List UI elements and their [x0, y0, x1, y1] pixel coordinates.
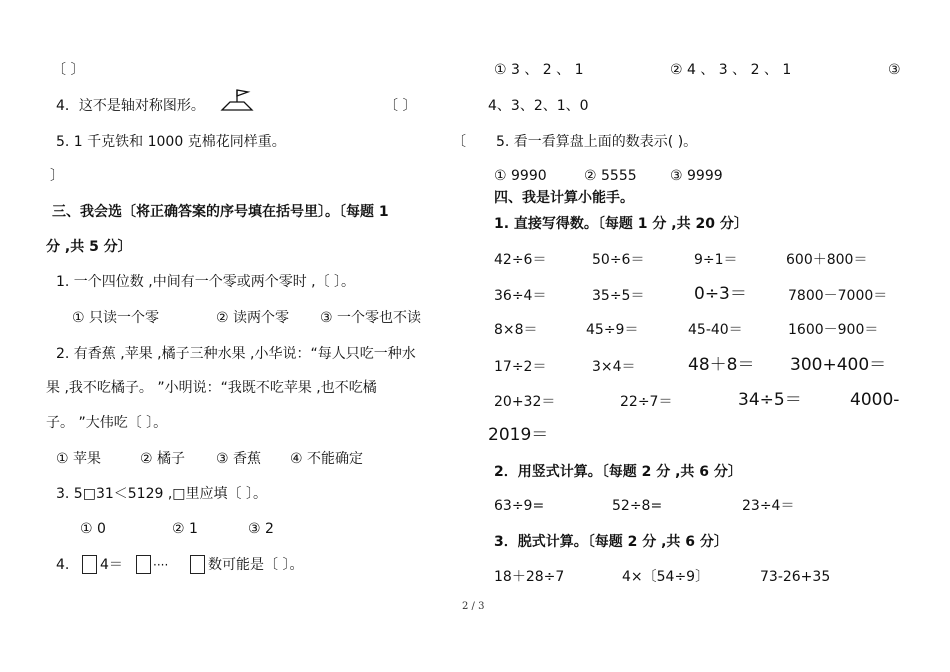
- calc-item: 1600－900＝: [788, 322, 879, 338]
- calc-item: 50÷6＝: [592, 252, 645, 268]
- section-4-title: 四、我是计算小能手。: [494, 190, 634, 206]
- calc-item: 45÷9＝: [586, 322, 639, 338]
- section-3-title-cont: 分 ,共 5 分〕: [46, 239, 132, 255]
- step-calc-item: 18＋28÷7: [494, 569, 565, 585]
- choice-2-option-2[interactable]: ② 橘子: [140, 451, 186, 467]
- choice-3-option-1[interactable]: ① 0: [80, 521, 106, 537]
- vertical-calc-item: 23÷4＝: [742, 498, 795, 514]
- choice-1-option-1[interactable]: ① 只读一个零: [72, 310, 160, 326]
- calc-item: 17÷2＝: [494, 359, 547, 375]
- remainder-dots: ····: [153, 558, 169, 572]
- choice-5-option-1[interactable]: ① 9990: [494, 168, 547, 184]
- calc-item: 36÷4＝: [494, 288, 547, 304]
- calc-item: 45-40＝: [688, 322, 743, 338]
- subsection-3-title: 3．脱式计算。〔每题 2 分 ,共 6 分〕: [494, 534, 728, 550]
- vertical-calc-item: 52÷8=: [612, 498, 663, 514]
- prev-option-1[interactable]: ① 3 、 2 、 1: [494, 62, 584, 78]
- step-calc-item: 4×〔54÷9〕: [622, 569, 710, 585]
- choice-2-line-2: 果 ,我不吃橘子。 ”小明说：“我既不吃苹果 ,也不吃橘: [46, 380, 377, 396]
- choice-2-option-3[interactable]: ③ 香蕉: [216, 451, 262, 467]
- choice-2-line-1: 2. 有香蕉 ,苹果 ,橘子三种水果 ,小华说：“每人只吃一种水: [56, 346, 416, 362]
- calc-item: 22÷7＝: [620, 394, 673, 410]
- calc-item: 600＋800＝: [786, 252, 868, 268]
- calc-item: 0÷3＝: [694, 284, 747, 304]
- prev-option-3[interactable]: ③: [888, 62, 901, 78]
- calc-item: 20+32＝: [494, 394, 556, 410]
- calc-item: 300+400＝: [790, 355, 887, 375]
- choice-1-option-3[interactable]: ③ 一个零也不读: [320, 310, 422, 326]
- calc-item: 48＋8＝: [688, 355, 755, 375]
- calc-item: 9÷1＝: [694, 252, 738, 268]
- calc-item: 42÷6＝: [494, 252, 547, 268]
- question-4-text: 4．这不是轴对称图形。: [56, 98, 205, 114]
- blank-box-1[interactable]: [82, 555, 97, 574]
- calc-item: 4000-: [850, 390, 900, 410]
- blank-box-3[interactable]: [190, 555, 205, 574]
- subsection-1-title: 1. 直接写得数。〔每题 1 分 ,共 20 分〕: [494, 216, 748, 232]
- flag-figure-icon: [220, 88, 254, 112]
- calc-item: 7800－7000＝: [788, 288, 888, 304]
- choice-2-option-1[interactable]: ① 苹果: [56, 451, 102, 467]
- question-5-bracket-open[interactable]: 〔: [452, 134, 466, 150]
- section-3-title: 三、我会选〔将正确答案的序号填在括号里〕。〔每题 1: [52, 204, 389, 220]
- subsection-2-title: 2．用竖式计算。〔每题 2 分 ,共 6 分〕: [494, 464, 742, 480]
- question-5-text: 5. 1 千克铁和 1000 克棉花同样重。: [56, 134, 286, 150]
- choice-4-number: 4.: [56, 557, 70, 573]
- question-4-bracket[interactable]: 〔 〕: [384, 98, 417, 114]
- choice-3-option-3[interactable]: ③ 2: [248, 521, 274, 537]
- choice-5-text: 5. 看一看算盘上面的数表示( )。: [496, 134, 698, 150]
- prev-option-2[interactable]: ② 4 、 3 、 2 、 1: [670, 62, 792, 78]
- calc-item: 34÷5＝: [738, 390, 802, 410]
- vertical-calc-item: 63÷9=: [494, 498, 545, 514]
- bracket-line: 〔 〕: [52, 62, 85, 78]
- choice-1-option-2[interactable]: ② 读两个零: [216, 310, 290, 326]
- page-number: 2 / 3: [462, 601, 485, 612]
- question-5-bracket-close: 〕: [50, 168, 64, 184]
- prev-option-3-cont: 4、3、2、1、0: [488, 98, 589, 114]
- calc-item: 35÷5＝: [592, 288, 645, 304]
- step-calc-item: 73-26+35: [760, 569, 831, 585]
- calc-item: 8×8＝: [494, 322, 538, 338]
- choice-2-line-3: 子。 ”大伟吃〔 〕。: [46, 415, 168, 431]
- choice-5-option-2[interactable]: ② 5555: [584, 168, 637, 184]
- choice-5-option-3[interactable]: ③ 9999: [670, 168, 723, 184]
- choice-1-text: 1. 一个四位数 ,中间有一个零或两个零时 ,〔 〕。: [56, 274, 356, 290]
- choice-4-tail: 数可能是〔 〕。: [208, 557, 304, 573]
- choice-2-option-4[interactable]: ④ 不能确定: [290, 451, 364, 467]
- choice-4-divisor: 4＝: [100, 557, 123, 573]
- choice-3-option-2[interactable]: ② 1: [172, 521, 198, 537]
- calc-item-cont: 2019＝: [488, 425, 549, 445]
- choice-3-text: 3. 5□31＜5129 ,□里应填〔 〕。: [56, 486, 267, 502]
- calc-item: 3×4＝: [592, 359, 636, 375]
- blank-box-2[interactable]: [136, 555, 151, 574]
